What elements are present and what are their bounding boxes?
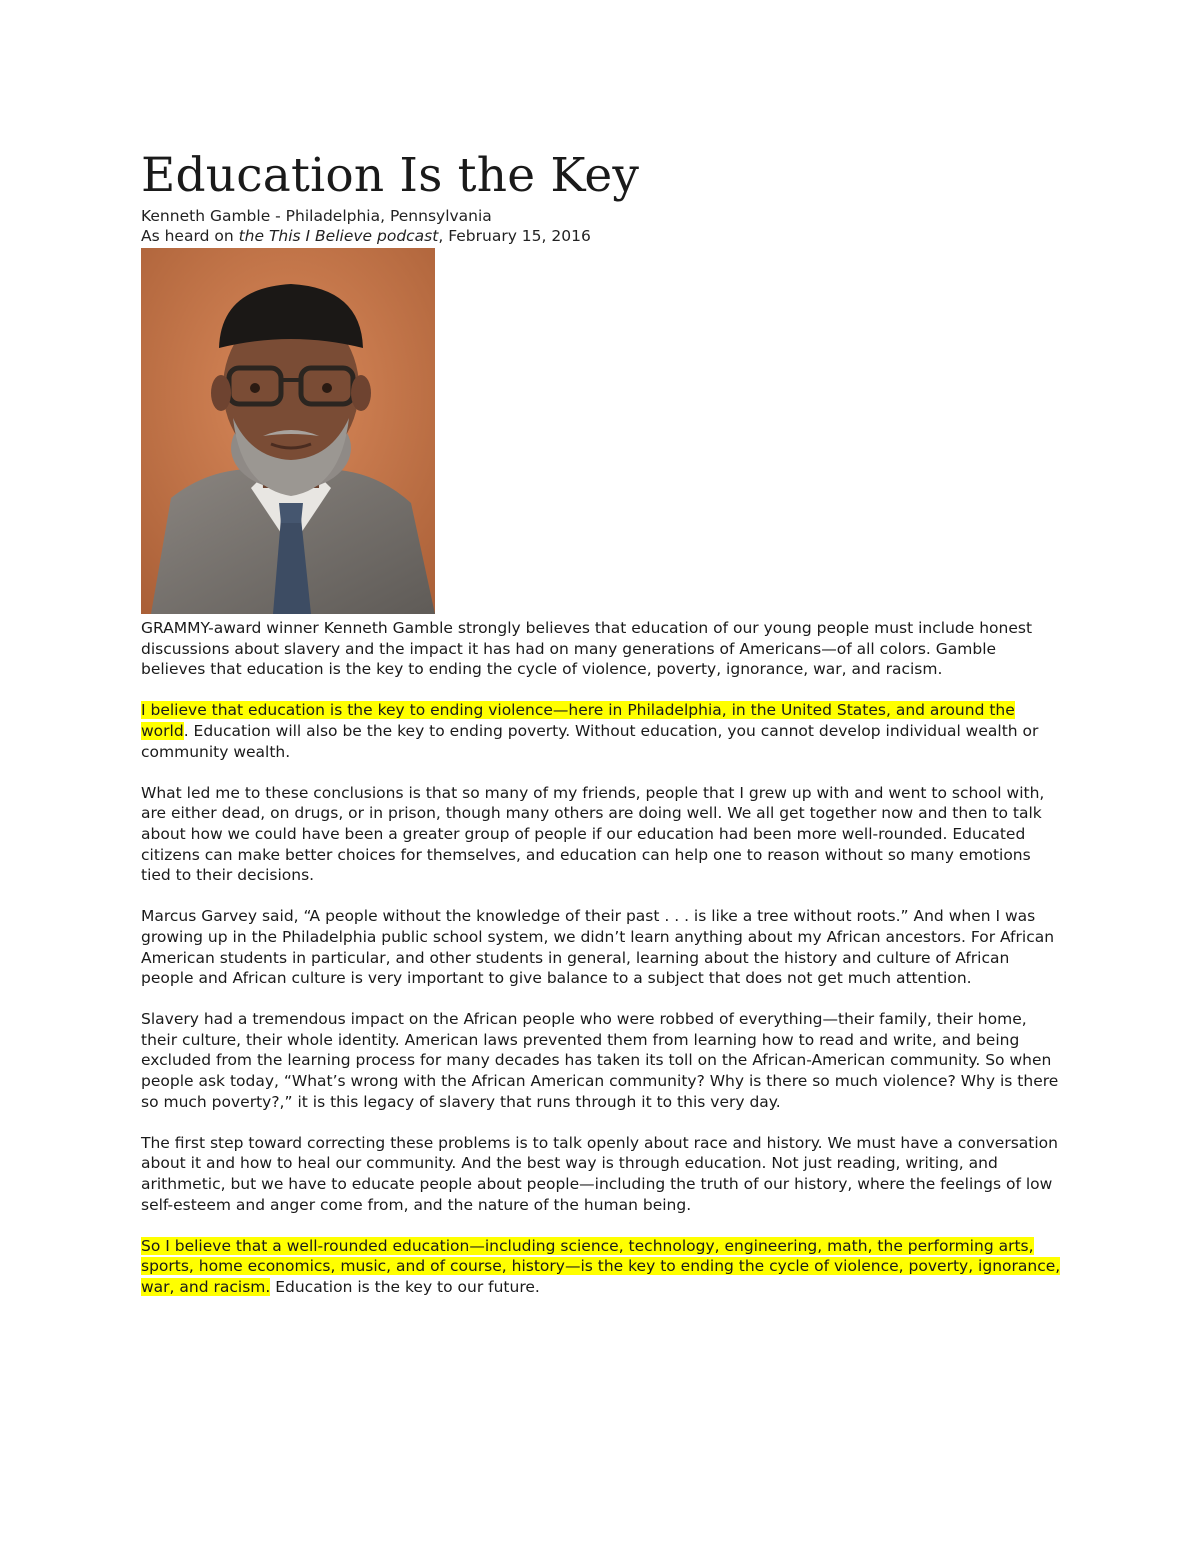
source-line [141, 226, 1063, 246]
paragraph-6 [141, 1236, 1063, 1298]
source-prefix: As heard on [141, 227, 239, 245]
paragraph-text: . Education will also be the key to ending poverty. Without education, you cannot develop individual wealth or community wealth. [141, 721, 1039, 761]
portrait-photo-icon [141, 248, 435, 614]
author-photo [141, 248, 435, 614]
paragraph-4: Slavery had a tremendous impact on the African people who were robbed of everything—their family, their home, their culture, their whole identity. American laws prevented them from learning how to read and write, and being excluded from the learning process for many decades has taken its toll on the African-American community. So when people ask today, “What’s wrong with the African American community? Why is there so much violence? Why is there so much poverty?,” it is this legacy of slavery that runs through it to this very day. [141, 1010, 1059, 1111]
highlighted-text: So I believe that a well-rounded education—including science, technology, engineering, math, the performing arts, sports, home economics, music, and of course, history—is the key to ending the cycle of violence, poverty, ignorance, war, and racism. [141, 1236, 1061, 1296]
podcast-name: the This I Believe podcast [238, 227, 439, 245]
intro-paragraph: GRAMMY-award winner Kenneth Gamble strongly believes that education of our young people must include honest discussions about slavery and the impact it has had on many generations of Americans—of all colors. Gamble believes that education is the key to ending the cycle of violence, poverty, ignorance, war, and racism. [141, 619, 1033, 679]
paragraph-5: The first step toward correcting these problems is to talk openly about race and history. We must have a conversation about it and how to heal our community. And the best way is through education. Not just reading, writing, and arithmetic, but we have to educate people about people—including the truth of our history, where the feelings of low self-esteem and anger come from, and the nature of the human being. [141, 1133, 1058, 1214]
article [141, 146, 1063, 1318]
paragraph-text: Education is the key to our future. [270, 1278, 540, 1296]
paragraph-2: What led me to these conclusions is that so many of my friends, people that I grew up with and went to school with, are either dead, on drugs, or in prison, though many others are doing well. We all get together now and then to talk about how we could have been a greater group of people if our education had been more well-rounded. Educated citizens can make better choices for themselves, and education can help one to reason without so many emotions tied to their decisions. [141, 783, 1045, 885]
paragraph-3: Marcus Garvey said, “A people without the knowledge of their past . . . is like a tree without roots.” And when I was growing up in the Philadelphia public school system, we didn’t learn anything about my African ancestors. For African American students in particular, and other students in general, learning about the history and culture of African people and African culture is very important to give balance to a subject that does not get much attention. [141, 907, 1055, 988]
article-title: Education Is the Key [141, 148, 640, 203]
source-date: , February 15, 2016 [438, 227, 591, 245]
byline: Kenneth Gamble - Philadelphia, Pennsylvania [141, 207, 492, 225]
highlighted-text: I believe that education is the key to ending violence—here in Philadelphia, in the United States, and around the world [141, 701, 1015, 740]
paragraph-1 [141, 700, 1063, 762]
